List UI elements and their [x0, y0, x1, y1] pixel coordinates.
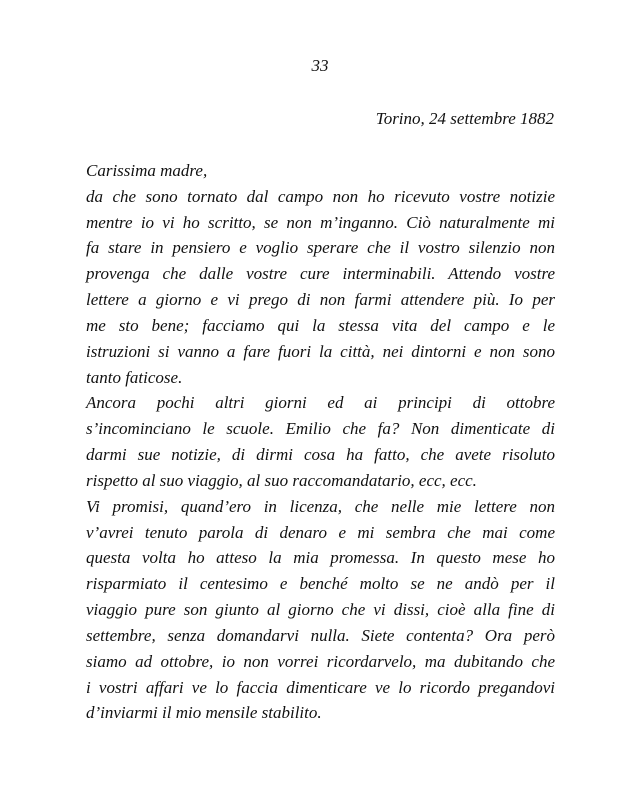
letter-salutation: Carissima madre,	[86, 161, 208, 180]
page-number: 33	[311, 56, 329, 75]
letter-text-line: me sto bene; facciamo qui la stessa vita del campo e le	[86, 315, 555, 335]
letter-text-line: istruzioni si vanno a fare fuori la città, nei dintorni e non sono	[86, 341, 555, 361]
letter-text-line: viaggio pure son giunto al giorno che vi dissi, cioè alla fine di	[86, 600, 555, 620]
letter-text-line: da che sono tornato dal campo non ho ricevuto vostre notizie	[86, 186, 555, 206]
letter-text-line: risparmiato il centesimo e benché molto se ne andò per il	[86, 574, 555, 594]
letter-text-line: questa volta ho atteso la mia promessa. In questo mese ho	[86, 548, 555, 568]
letter-text-line: Ancora pochi altri giorni ed ai principi di ottobre	[86, 393, 555, 413]
letter-text-line: mentre io vi ho scritto, se non m’inganno. Ciò naturalmente mi	[86, 212, 555, 232]
letter-dateline: Torino, 24 settembre 1882	[375, 109, 554, 128]
letter-text-line: darmi sue notizie, di dirmi cosa ha fatto, che avete risoluto	[86, 445, 555, 465]
letter-text-line: v’avrei tenuto parola di denaro e mi sembra che mai come	[86, 522, 555, 542]
letter-text-line: fa stare in pensiero e voglio sperare che il vostro silenzio non	[86, 238, 555, 258]
letter-text-line: provenga che dalle vostre cure interminabili. Attendo vostre	[86, 264, 555, 284]
letter-text-line: rispetto al suo viaggio, al suo raccomandatario, ecc, ecc.	[86, 470, 477, 490]
letter-text-line: d’inviarmi il mio mensile stabilito.	[86, 703, 322, 723]
letter-text-line: settembre, senza domandarvi nulla. Siete contenta? Ora però	[86, 625, 555, 645]
letter-text-line: Vi promisi, quand’ero in licenza, che nelle mie lettere non	[86, 496, 555, 516]
letter-text-line: i vostri affari ve lo faccia dimenticare ve lo ricordo pregandovi	[86, 677, 555, 697]
letter-text-line: tanto faticose.	[86, 367, 183, 387]
letter-body	[86, 158, 555, 726]
letter-text-line: s’incominciano le scuole. Emilio che fa? Non dimenticate di	[86, 419, 555, 439]
letter-text-line: siamo ad ottobre, io non vorrei ricordarvelo, ma dubitando che	[86, 651, 555, 671]
letter-text-line: lettere a giorno e vi prego di non farmi attendere più. Io per	[86, 290, 555, 310]
